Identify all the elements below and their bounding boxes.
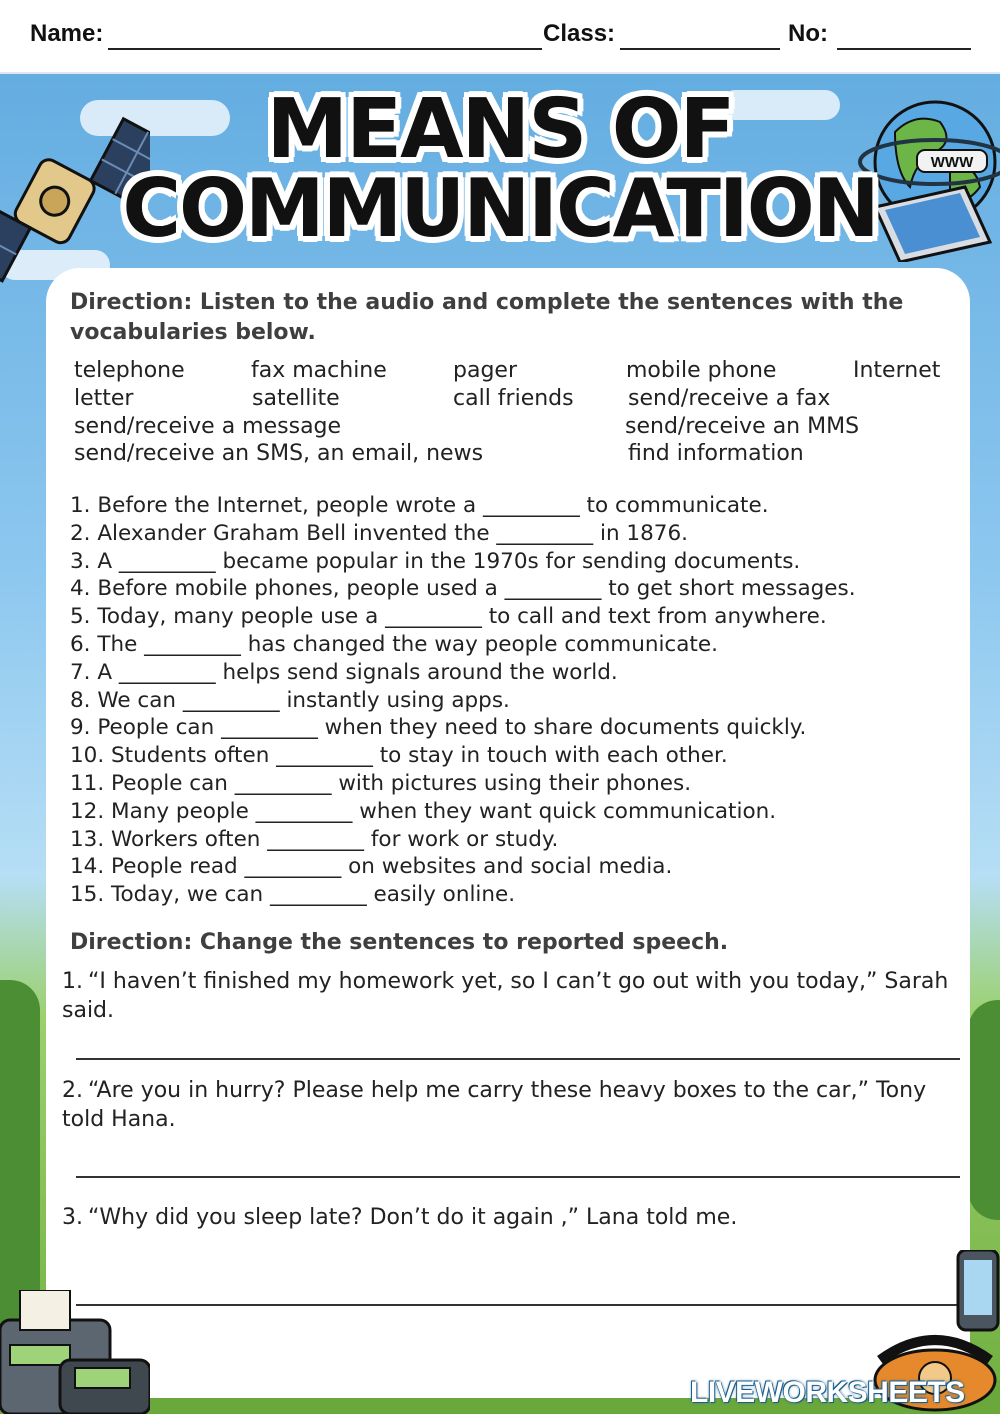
vocab-word: send/receive an SMS, an email, news xyxy=(74,441,484,466)
vocab-word: send/receive a message xyxy=(74,414,342,439)
sentence-item[interactable]: 2. Alexander Graham Bell invented the _________ in 1876. xyxy=(70,520,688,546)
vocab-word: satellite xyxy=(252,386,340,411)
class-field[interactable] xyxy=(620,48,780,50)
no-field[interactable] xyxy=(837,48,971,50)
name-field[interactable] xyxy=(108,48,542,50)
question-number: 1. xyxy=(62,969,83,994)
sentence-item[interactable]: 10. Students often _________ to stay in touch with each other. xyxy=(70,743,728,769)
direction-1-line1: Direction: Listen to the audio and complete the sentences with the xyxy=(70,290,904,315)
tree-right xyxy=(968,1000,1000,1220)
vocab-word: letter xyxy=(74,386,134,411)
sentence-item[interactable]: 6. The _________ has changed the way people communicate. xyxy=(70,631,718,657)
direction-1-line2: vocabularies below. xyxy=(70,320,316,345)
vocab-word: telephone xyxy=(74,358,185,383)
reported-question-3 xyxy=(62,1203,967,1232)
sentence-item[interactable]: 4. Before mobile phones, people used a _________ to get short messages. xyxy=(70,576,856,602)
header-bar xyxy=(0,0,1000,74)
sentence-item[interactable]: 1. Before the Internet, people wrote a _________ to communicate. xyxy=(70,493,769,518)
vocab-word: send/receive an MMS xyxy=(625,414,860,439)
no-label: No: xyxy=(788,20,828,47)
reported-question-2 xyxy=(62,1076,967,1134)
sentence-item[interactable]: 9. People can _________ when they need to share documents quickly. xyxy=(70,715,807,741)
question-number: 2. xyxy=(62,1078,83,1103)
question-text: “Are you in hurry? Please help me carry these heavy boxes to the car,” Tony told Hana. xyxy=(62,1078,927,1132)
class-label: Class: xyxy=(543,20,616,47)
direction-2: Direction: Change the sentences to reported speech. xyxy=(70,930,729,955)
vocab-word: pager xyxy=(453,358,517,383)
liveworksheets-logo: LIVEWORKSHEETS xyxy=(690,1376,965,1409)
sentence-item[interactable]: 12. Many people _________ when they want quick communication. xyxy=(70,798,777,824)
sentence-item[interactable]: 3. A _________ became popular in the 1970s for sending documents. xyxy=(70,548,801,574)
answer-line-1[interactable] xyxy=(76,1058,960,1060)
title-line1: MEANS OF xyxy=(266,82,734,177)
vocab-word: fax machine xyxy=(251,358,387,383)
vocab-word: mobile phone xyxy=(626,358,777,383)
globe-www-label: WWW xyxy=(930,154,974,171)
sentence-item[interactable]: 11. People can _________ with pictures using their phones. xyxy=(70,770,692,796)
vocab-word: find information xyxy=(628,441,804,466)
sentence-item[interactable]: 7. A _________ helps send signals around the world. xyxy=(70,659,618,685)
vocab-word: call friends xyxy=(453,386,574,411)
title-line2: COMMUNICATION xyxy=(122,162,878,255)
sentence-list xyxy=(70,492,856,909)
sentence-item[interactable]: 8. We can _________ instantly using apps. xyxy=(70,687,510,713)
fax-machine-icon xyxy=(0,1290,150,1414)
reported-question-1 xyxy=(62,967,967,1025)
answer-line-3[interactable] xyxy=(76,1304,960,1306)
question-number: 3. xyxy=(62,1205,83,1230)
name-label: Name: xyxy=(30,20,104,47)
sentence-item[interactable]: 15. Today, we can _________ easily online. xyxy=(70,882,516,908)
vocab-word: send/receive a fax xyxy=(628,386,831,411)
sentence-item[interactable]: 14. People read _________ on websites and social media. xyxy=(70,854,673,880)
sentence-item[interactable]: 13. Workers often _________ for work or study. xyxy=(70,826,559,852)
question-text: “I haven’t finished my homework yet, so I can’t go out with you today,” Sarah said. xyxy=(62,969,949,1023)
sentence-item[interactable]: 5. Today, many people use a _________ to call and text from anywhere. xyxy=(70,604,827,630)
vocab-word: Internet xyxy=(853,358,941,383)
answer-line-2[interactable] xyxy=(76,1176,960,1178)
question-text: “Why did you sleep late? Don’t do it again ,” Lana told me. xyxy=(88,1205,738,1230)
